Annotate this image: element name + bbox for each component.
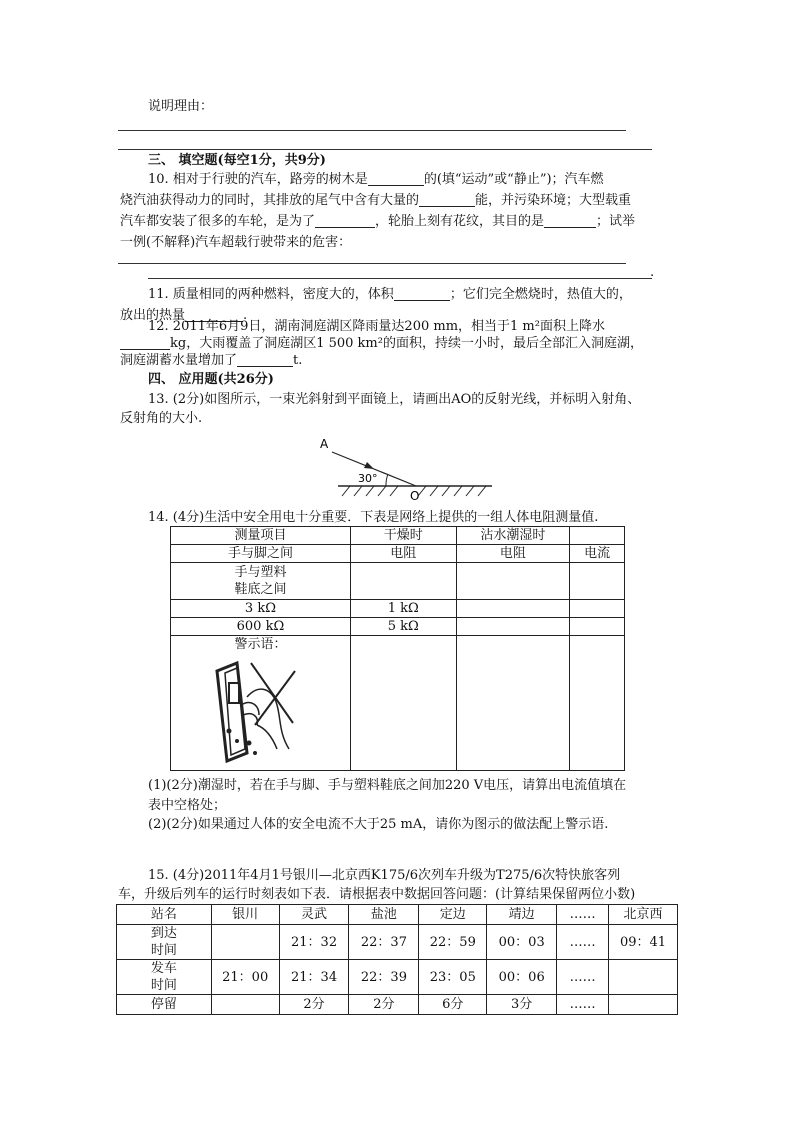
table-cell: 09：41 bbox=[609, 925, 678, 960]
table-cell: 3分 bbox=[487, 995, 557, 1015]
q13-line-1: 13. (2分)如图所示，一束光斜射到平面镜上，请画出AO的反射光线，并标明入射角、 bbox=[148, 392, 641, 407]
q12-text: 洞庭湖蓄水量增加了 bbox=[120, 353, 238, 368]
table-cell: 6分 bbox=[419, 995, 487, 1015]
section-4-title: 四、 应用题(共26分) bbox=[148, 372, 274, 387]
table-cell[interactable] bbox=[570, 600, 625, 618]
table-cell: …… bbox=[557, 960, 609, 995]
table-header: 手与脚之间 bbox=[171, 545, 351, 563]
q14-sub-1: (1)(2分)潮湿时，若在手与脚、手与塑料鞋底之间加220 V电压，请算出电流值填在 bbox=[148, 778, 627, 793]
table-cell: …… bbox=[557, 925, 609, 960]
table-header: 银川 bbox=[211, 905, 279, 925]
table-cell: 2分 bbox=[349, 995, 419, 1015]
table-cell[interactable] bbox=[456, 618, 570, 636]
row-label bbox=[117, 925, 212, 960]
table-cell[interactable] bbox=[570, 618, 625, 636]
q10-text: 能，并污染环境；大型载重 bbox=[475, 193, 632, 208]
table-cell bbox=[171, 563, 351, 600]
table-row bbox=[171, 527, 625, 545]
table-cell bbox=[609, 960, 678, 995]
section-3-title: 三、 填空题(每空1分，共9分) bbox=[148, 153, 326, 168]
table-cell[interactable] bbox=[456, 600, 570, 618]
answer-blank[interactable] bbox=[394, 285, 450, 301]
row-label-text: 发车 bbox=[150, 961, 177, 976]
q10-text: 的(填“运动”或“静止”)；汽车燃 bbox=[423, 172, 604, 187]
table-cell: 00：06 bbox=[487, 960, 557, 995]
table-header: 电阻 bbox=[456, 545, 570, 563]
table-row bbox=[117, 960, 678, 995]
table-cell: 3 kΩ bbox=[171, 600, 351, 618]
table-cell: …… bbox=[557, 995, 609, 1015]
warning-label: 警示语： bbox=[234, 637, 287, 652]
table-cell: 5 kΩ bbox=[350, 618, 456, 636]
table-cell bbox=[609, 995, 678, 1015]
table-cell: 2分 bbox=[279, 995, 349, 1015]
q14-intro: 14. (4分)生活中安全用电十分重要．下表是网络上提供的一组人体电阻测量值. bbox=[148, 510, 599, 525]
table-row bbox=[171, 600, 625, 618]
row-label: 鞋底之间 bbox=[234, 582, 287, 597]
warning-cell[interactable] bbox=[171, 636, 351, 771]
table-header: 靖边 bbox=[487, 905, 557, 925]
q11-text: . bbox=[243, 308, 248, 323]
q11-line-1 bbox=[148, 284, 632, 305]
table-header: 北京西 bbox=[609, 905, 678, 925]
table-cell: 00：03 bbox=[487, 925, 557, 960]
table-cell[interactable] bbox=[456, 563, 570, 600]
table-row bbox=[117, 995, 678, 1015]
table-cell: 21：32 bbox=[279, 925, 349, 960]
table-header: 测量项目 bbox=[171, 527, 351, 545]
q15-line-2: 车，升级后列车的运行时刻表如下表．请根据表中数据回答问题：(计算结果保留两位小数) bbox=[118, 887, 636, 902]
q10-text: 汽车都安装了很多的车轮，是为了 bbox=[120, 214, 316, 229]
row-label: 手与塑料 bbox=[234, 565, 287, 580]
table-row bbox=[171, 636, 625, 771]
table-row bbox=[171, 563, 625, 600]
table-row bbox=[171, 618, 625, 636]
q10-text: 10. 相对于行驶的汽车，路旁的树木是 bbox=[148, 172, 368, 187]
table-cell[interactable] bbox=[350, 563, 456, 600]
table-cell: 600 kΩ bbox=[171, 618, 351, 636]
mirror-figure bbox=[316, 430, 496, 502]
q15-line-1: 15. (4分)2011年4月1号银川—北京西K175/6次列车升级为T275/6次特快旅客列 bbox=[148, 868, 621, 883]
table-header: 定边 bbox=[419, 905, 487, 925]
row-label-text: 到达 bbox=[150, 926, 177, 941]
q10-line-1 bbox=[148, 169, 604, 190]
table-cell: 22：39 bbox=[349, 960, 419, 995]
q10-line-2 bbox=[120, 190, 631, 211]
q12-line-1: 12. 2011年6月9日，湖南洞庭湖区降雨量达200 mm，相当于1 m²面积上降水 bbox=[148, 319, 605, 334]
q10-text: ，轮胎上刻有花纹，其目的是 bbox=[375, 214, 545, 229]
ray-arrow-icon bbox=[364, 462, 374, 469]
q13-line-2: 反射角的大小. bbox=[120, 411, 203, 426]
table-row bbox=[171, 545, 625, 563]
answer-blank[interactable] bbox=[315, 212, 375, 228]
q12-text: kg，大雨覆盖了洞庭湖区1 500 km²的面积，持续一小时，最后全部汇入洞庭湖， bbox=[170, 336, 643, 351]
train-schedule-table bbox=[116, 904, 678, 1015]
table-row bbox=[117, 925, 678, 960]
table-cell: 23：05 bbox=[419, 960, 487, 995]
wet-hand-switch-illustration bbox=[207, 653, 327, 765]
row-label: 停留 bbox=[117, 995, 212, 1015]
resistance-table bbox=[170, 526, 625, 771]
row-label-text: 时间 bbox=[150, 978, 177, 993]
table-header: 电阻 bbox=[350, 545, 456, 563]
q14-sub-1b: 表中空格处； bbox=[148, 798, 227, 813]
q11-text: 11. 质量相同的两种燃料，密度大的，体积 bbox=[148, 287, 394, 302]
warning-blank-cell[interactable] bbox=[350, 636, 456, 771]
period: . bbox=[650, 265, 655, 280]
q12-text: t. bbox=[293, 353, 303, 368]
table-cell: 21：00 bbox=[211, 960, 279, 995]
q10-text: ；试举 bbox=[596, 214, 636, 229]
q10-text: 烧汽油获得动力的同时，其排放的尾气中含有大量的 bbox=[120, 193, 420, 208]
table-header: 电流 bbox=[570, 545, 625, 563]
angle-label: 30° bbox=[358, 472, 378, 485]
table-cell: 22：59 bbox=[419, 925, 487, 960]
answer-line bbox=[148, 278, 652, 279]
table-cell: 21：34 bbox=[279, 960, 349, 995]
q11-text: ；它们完全燃烧时，热值大的， bbox=[449, 287, 632, 302]
answer-line bbox=[118, 130, 626, 131]
angle-arc bbox=[386, 474, 388, 486]
warning-blank-cell[interactable] bbox=[456, 636, 570, 771]
table-header bbox=[570, 527, 625, 545]
answer-line bbox=[118, 263, 626, 264]
point-o-label: O bbox=[410, 489, 420, 502]
q10-line-4: 一例(不解释)汽车超载行驶带来的危害： bbox=[120, 235, 352, 250]
answer-blank[interactable] bbox=[120, 334, 170, 350]
answer-blank[interactable] bbox=[237, 351, 293, 367]
answer-blank[interactable] bbox=[368, 170, 424, 186]
answer-blank[interactable] bbox=[419, 191, 475, 207]
table-cell bbox=[211, 995, 279, 1015]
warning-blank-cell[interactable] bbox=[570, 636, 625, 771]
table-cell: 22：37 bbox=[349, 925, 419, 960]
table-header: 干燥时 bbox=[350, 527, 456, 545]
table-header: 站名 bbox=[117, 905, 212, 925]
q10-line-3 bbox=[120, 211, 635, 232]
row-label-text: 时间 bbox=[150, 943, 177, 958]
table-row bbox=[117, 905, 678, 925]
table-header: 灵武 bbox=[279, 905, 349, 925]
table-header: 沾水潮湿时 bbox=[456, 527, 570, 545]
q12-line-3 bbox=[120, 350, 302, 371]
q14-sub-2: (2)(2分)如果通过人体的安全电流不大于25 mA，请你为图示的做法配上警示语. bbox=[148, 817, 609, 832]
table-header: …… bbox=[557, 905, 609, 925]
table-cell bbox=[211, 925, 279, 960]
table-cell[interactable] bbox=[570, 563, 625, 600]
answer-blank[interactable] bbox=[544, 212, 596, 228]
q11-text: 放出的热量 bbox=[120, 308, 186, 323]
table-cell: 1 kΩ bbox=[350, 600, 456, 618]
point-a-label: A bbox=[320, 437, 329, 451]
table-header: 盐池 bbox=[349, 905, 419, 925]
reason-label: 说明理由： bbox=[148, 99, 214, 114]
row-label bbox=[117, 960, 212, 995]
